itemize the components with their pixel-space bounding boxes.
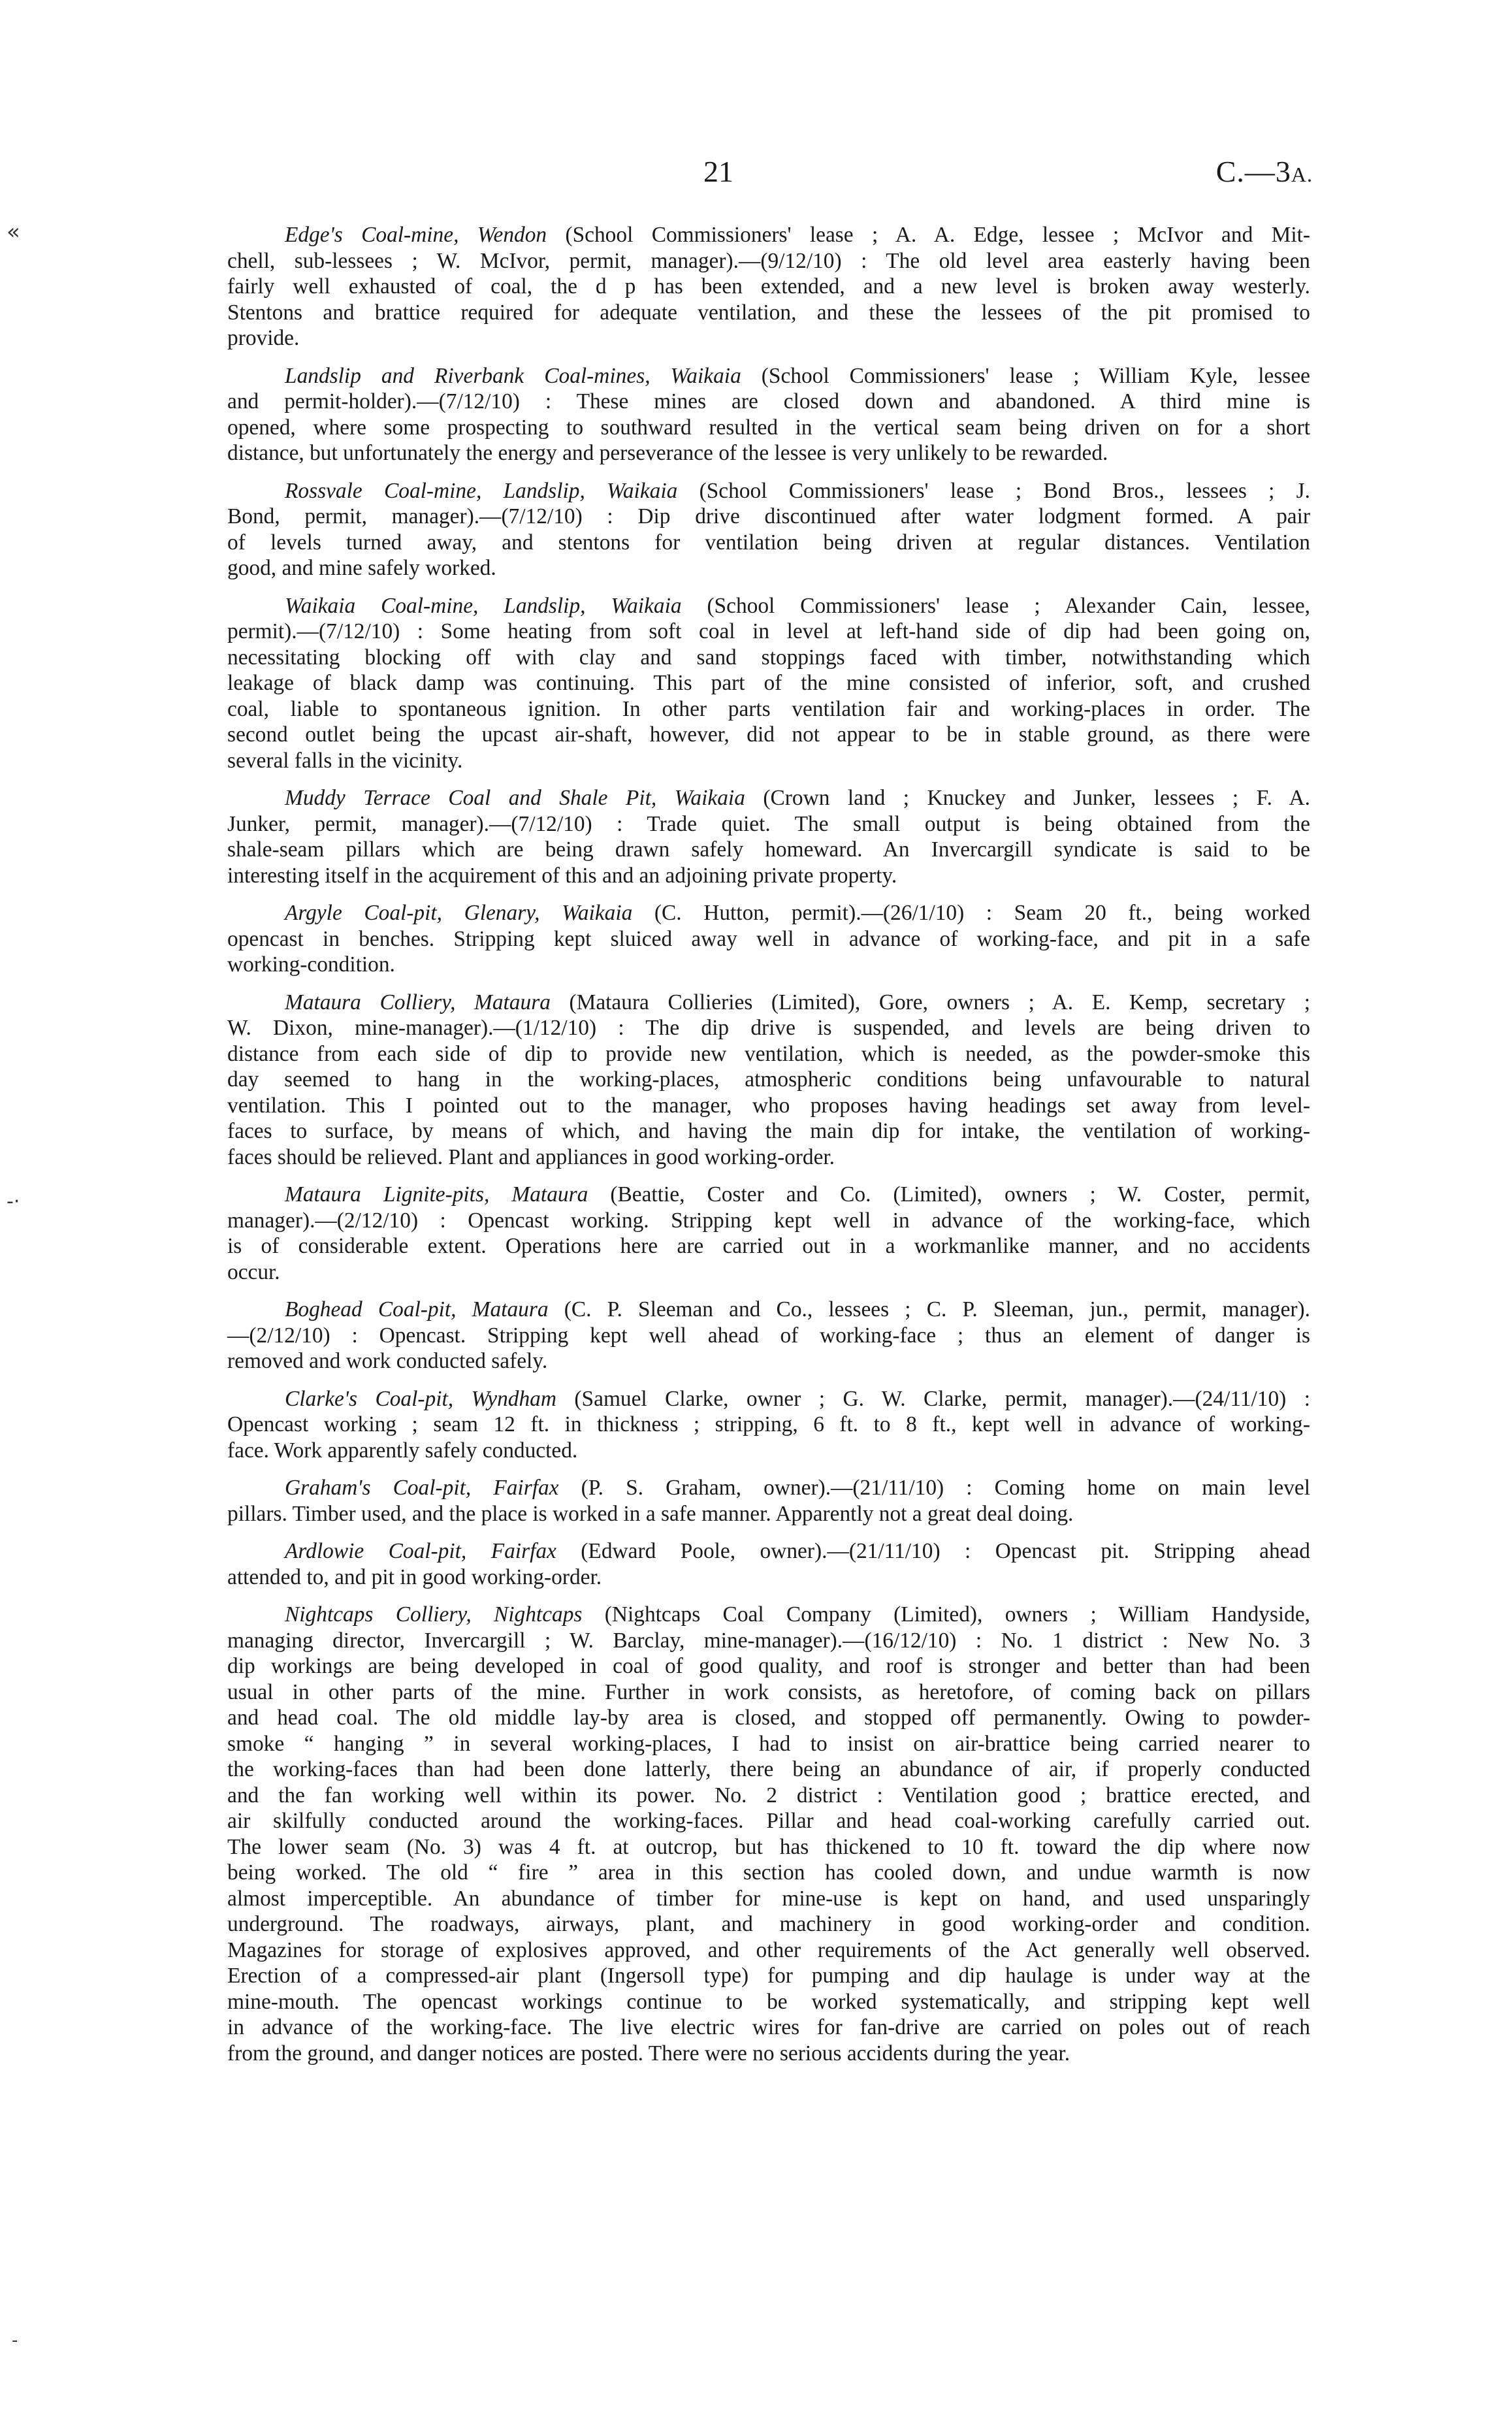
entry-line (227, 1628, 1310, 1654)
entry-line (227, 1911, 1310, 1937)
entry-line (227, 1757, 1310, 1783)
entry-text: Opencast working ; seam 12 ft. in thickness ; stripping, 6 ft. to 8 ft., kept well in advance of working- (227, 1412, 1310, 1436)
entry-text: distance, but unfortunately the energy and perseverance of the lessee is very unlikely to be rewarded. (227, 441, 1108, 465)
entry-line (227, 1834, 1310, 1860)
entry-text: (C. P. Sleeman and Co., lessees ; C. P. Sleeman, jun., permit, manager). (548, 1297, 1310, 1321)
entry-text: working-condition. (227, 952, 395, 977)
entry-text: almost imperceptible. An abundance of timber for mine-use is kept on hand, and used unsparingly (227, 1886, 1310, 1911)
entry-text: pillars. Timber used, and the place is worked in a safe manner. Apparently not a great deal doing. (227, 1501, 1074, 1526)
margin-mark-bottom: - (12, 2331, 18, 2350)
mine-name-title: Landslip and Riverbank Coal-mines, Waikaia (285, 363, 741, 388)
entry-text: second outlet being the upcast air-shaft, however, did not appear to be in stable ground, as there were (227, 722, 1310, 747)
entry-text: (School Commissioners' lease ; Bond Bros., lessees ; J. (677, 478, 1310, 503)
entry-text: dip workings are being developed in coal of good quality, and roof is stronger and better than had been (227, 1654, 1310, 1678)
entry-text: (Beattie, Coster and Co. (Limited), owners ; W. Coster, permit, (588, 1182, 1310, 1207)
entry-line (227, 696, 1310, 722)
entry-text: from the ground, and danger notices are posted. There were no serious accidents during the year. (227, 2041, 1070, 2066)
entry-line (227, 1653, 1310, 1679)
entry-line (227, 415, 1310, 441)
entry-line (227, 248, 1310, 274)
report-body (227, 222, 1310, 2078)
entry-text: good, and mine safely worked. (227, 556, 496, 580)
entry-first-line (227, 1297, 1310, 1323)
entry-line (227, 1963, 1310, 1989)
entry-line (227, 530, 1310, 556)
entry-line (227, 1564, 1310, 1591)
entry-line (227, 1705, 1310, 1731)
entry-line (227, 1501, 1310, 1527)
entry-text: in advance of the working-face. The live electric wires for fan-drive are carried on poles out of reach (227, 2015, 1310, 2039)
entry-line (227, 1208, 1310, 1234)
mine-report-entry (227, 900, 1310, 978)
entry-text: (Crown land ; Knuckey and Junker, lessees ; F. A. (745, 786, 1310, 810)
entry-first-line (227, 1602, 1310, 1628)
entry-text: and permit-holder).—(7/12/10) : These mines are closed down and abandoned. A third mine is (227, 389, 1310, 413)
entry-line (227, 837, 1310, 863)
document-reference (1208, 157, 1313, 187)
entry-text: managing director, Invercargill ; W. Barclay, mine-manager).—(16/12/10) : No. 1 district : New No. 3 (227, 1628, 1310, 1653)
entry-text: (C. Hutton, permit).—(26/1/10) : Seam 20 ft., being worked (632, 901, 1310, 925)
mine-report-entry (227, 222, 1310, 351)
entry-line (227, 1886, 1310, 1912)
mine-name-title: Waikaia Coal-mine, Landslip, Waikaia (285, 593, 682, 618)
mine-report-entry (227, 1297, 1310, 1374)
entry-line (227, 1860, 1310, 1886)
entry-line (227, 1041, 1310, 1067)
entry-text: W. Dixon, mine-manager).—(1/12/10) : The dip drive is suspended, and levels are being driven to (227, 1016, 1310, 1040)
entry-text: opened, where some prospecting to southward resulted in the vertical seam being driven on for a short (227, 415, 1310, 440)
entry-text: (School Commissioners' lease ; A. A. Edge, lessee ; McIvor and Mit- (547, 223, 1310, 247)
entry-line (227, 722, 1310, 748)
entry-text: fairly well exhausted of coal, the d p has been extended, and a new level is broken away westerly. (227, 274, 1310, 299)
margin-mark-top: « (7, 219, 20, 245)
entry-text: Stentons and brattice required for adequate ventilation, and these the lessees of the pit promised to (227, 300, 1310, 325)
entry-text: several falls in the vicinity. (227, 748, 463, 773)
mine-report-entry (227, 785, 1310, 888)
entry-text: is of considerable extent. Operations here are carried out in a workmanlike manner, and no accidents (227, 1234, 1310, 1258)
entry-text: (Nightcaps Coal Company (Limited), owners ; William Handyside, (582, 1602, 1310, 1627)
mine-name-title: Edge's Coal-mine, Wendon (285, 223, 547, 247)
entry-text: smoke “ hanging ” in several working-places, I had to insist on air-brattice being carried nearer to (227, 1731, 1310, 1756)
entry-first-line (227, 1386, 1310, 1412)
entry-first-line (227, 363, 1310, 389)
mine-report-entry (227, 363, 1310, 466)
entry-line (227, 1233, 1310, 1259)
entry-line (227, 645, 1310, 671)
entry-text: and head coal. The old middle lay-by area is closed, and stopped off permanently. Owing to powder- (227, 1706, 1310, 1730)
entry-text: The lower seam (No. 3) was 4 ft. at outcrop, but has thickened to 10 ft. toward the dip where now (227, 1834, 1310, 1859)
entry-text: Bond, permit, manager).—(7/12/10) : Dip drive discontinued after water lodgment formed. A pair (227, 504, 1310, 528)
entry-line (227, 1783, 1310, 1809)
mine-name-title: Clarke's Coal-pit, Wyndham (285, 1386, 556, 1411)
entry-line (227, 325, 1310, 351)
entry-text: (P. S. Graham, owner).—(21/11/10) : Coming home on main level (558, 1476, 1310, 1500)
mine-name-title: Nightcaps Colliery, Nightcaps (285, 1602, 583, 1627)
entry-text: distance from each side of dip to provide new ventilation, which is needed, as the powder-smoke this (227, 1041, 1310, 1066)
margin-mark-middle: -· (7, 1190, 20, 1213)
entry-text: chell, sub-lessees ; W. McIvor, permit, manager).—(9/12/10) : The old level area easterly having been (227, 248, 1310, 273)
entry-text: faces should be relieved. Plant and appliances in good working-order. (227, 1144, 835, 1169)
entry-line (227, 1989, 1310, 2015)
entry-line (227, 1067, 1310, 1093)
document-reference-main: C.—3 (1215, 155, 1291, 188)
entry-line (227, 555, 1310, 581)
mine-report-entry (227, 1538, 1310, 1590)
entry-text: and the fan working well within its power. No. 2 district : Ventilation good ; brattice erected, and (227, 1783, 1310, 1807)
entry-text: day seemed to hang in the working-places, atmospheric conditions being unfavourable to natural (227, 1067, 1310, 1092)
entry-text: face. Work apparently safely conducted. (227, 1438, 578, 1463)
entry-line (227, 670, 1310, 696)
entry-text: occur. (227, 1259, 280, 1284)
mine-name-title: Graham's Coal-pit, Fairfax (285, 1476, 559, 1500)
entry-line (227, 748, 1310, 774)
entry-text: shale-seam pillars which are being drawn safely homeward. An Invercargill syndicate is said to be (227, 837, 1310, 862)
mine-report-entry (227, 1182, 1310, 1285)
entry-first-line (227, 593, 1310, 619)
entry-line (227, 1259, 1310, 1286)
mine-report-entry (227, 1602, 1310, 2066)
mine-report-entry (227, 1475, 1310, 1527)
entry-text: (Edward Poole, owner).—(21/11/10) : Opencast pit. Stripping ahead (556, 1539, 1310, 1563)
page-number: 21 (703, 155, 733, 188)
entry-line (227, 300, 1310, 326)
entry-first-line (227, 785, 1310, 811)
entry-text: Erection of a compressed-air plant (Ingersoll type) for pumping and dip haulage is under way at the (227, 1964, 1310, 1988)
entry-line (227, 1015, 1310, 1041)
mine-name-title: Mataura Lignite-pits, Mataura (285, 1182, 588, 1207)
entry-line (227, 1937, 1310, 1964)
entry-text: permit).—(7/12/10) : Some heating from soft coal in level at left-hand side of dip had been going on, (227, 619, 1310, 643)
document-reference-suffix: A. (1291, 163, 1313, 186)
entry-text: air skilfully conducted around the working-faces. Pillar and head coal-working carefully carried out. (227, 1809, 1310, 1833)
entry-text: interesting itself in the acquirement of this and an adjoining private property. (227, 863, 897, 888)
entry-text: opencast in benches. Stripping kept sluiced away well in advance of working-face, and pit in a safe (227, 926, 1310, 951)
mine-name-title: Rossvale Coal-mine, Landslip, Waikaia (285, 478, 678, 503)
entry-line (227, 1118, 1310, 1144)
entry-first-line (227, 990, 1310, 1016)
entry-first-line (227, 1538, 1310, 1564)
entry-first-line (227, 1475, 1310, 1501)
entry-line (227, 274, 1310, 300)
mine-report-entry (227, 478, 1310, 581)
entry-first-line (227, 222, 1310, 248)
entry-text: necessitating blocking off with clay and sand stoppings faced with timber, notwithstanding which (227, 645, 1310, 670)
entry-line (227, 1348, 1310, 1374)
entry-text: removed and work conducted safely. (227, 1349, 548, 1373)
entry-first-line (227, 1182, 1310, 1208)
entry-text: usual in other parts of the mine. Further in work consists, as heretofore, of coming back on pillars (227, 1679, 1310, 1704)
entry-text: (Mataura Collieries (Limited), Gore, owners ; A. E. Kemp, secretary ; (550, 990, 1310, 1014)
entry-text: (Samuel Clarke, owner ; G. W. Clarke, permit, manager).—(24/11/10) : (556, 1386, 1310, 1411)
entry-line (227, 440, 1310, 466)
mine-report-entry (227, 593, 1310, 774)
entry-text: Junker, permit, manager).—(7/12/10) : Trade quiet. The small output is being obtained from the (227, 811, 1310, 836)
entry-text: manager).—(2/12/10) : Opencast working. Stripping kept well in advance of the working-face, which (227, 1208, 1310, 1233)
entry-text: (School Commissioners' lease ; William Kyle, lessee (741, 363, 1310, 388)
mine-name-title: Mataura Colliery, Mataura (285, 990, 551, 1014)
mine-name-title: Boghead Coal-pit, Mataura (285, 1297, 549, 1321)
entry-line (227, 952, 1310, 978)
entry-line (227, 1731, 1310, 1757)
entry-text: —(2/12/10) : Opencast. Stripping kept well ahead of working-face ; thus an element of danger is (227, 1323, 1310, 1348)
entry-text: coal, liable to spontaneous ignition. In other parts ventilation fair and working-places in order. The (227, 696, 1310, 721)
entry-text: attended to, and pit in good working-order. (227, 1564, 602, 1589)
entry-line (227, 619, 1310, 645)
entry-line (227, 1323, 1310, 1349)
entry-text: mine-mouth. The opencast workings continue to be worked systematically, and stripping kept well (227, 1989, 1310, 2014)
entry-line (227, 389, 1310, 415)
entry-line (227, 2041, 1310, 2067)
mine-name-title: Muddy Terrace Coal and Shale Pit, Waikaia (285, 786, 745, 810)
entry-text: provide. (227, 326, 300, 350)
entry-text: ventilation. This I pointed out to the manager, who proposes having headings set away from level- (227, 1093, 1310, 1118)
entry-line (227, 2015, 1310, 2041)
entry-text: of levels turned away, and stentons for ventilation being driven at regular distances. Ventilation (227, 530, 1310, 555)
entry-line (227, 1412, 1310, 1438)
entry-text: (School Commissioners' lease ; Alexander Cain, lessee, (681, 593, 1310, 618)
entry-text: faces to surface, by means of which, and having the main dip for intake, the ventilation of working- (227, 1119, 1310, 1143)
mine-report-entry (227, 990, 1310, 1171)
entry-text: the working-faces than had been done latterly, there being an abundance of air, if properly conducted (227, 1757, 1310, 1781)
entry-line (227, 1808, 1310, 1834)
entry-line (227, 504, 1310, 530)
mine-name-title: Ardlowie Coal-pit, Fairfax (285, 1539, 556, 1563)
entry-line (227, 1438, 1310, 1464)
entry-line (227, 1679, 1310, 1706)
mine-report-entry (227, 1386, 1310, 1464)
entry-text: leakage of black damp was continuing. This part of the mine consisted of inferior, soft, and crushed (227, 671, 1310, 695)
entry-text: Magazines for storage of explosives approved, and other requirements of the Act generally well observed. (227, 1937, 1310, 1962)
entry-text: being worked. The old “ fire ” area in this section has cooled down, and undue warmth is now (227, 1860, 1310, 1885)
entry-text: underground. The roadways, airways, plant, and machinery in good working-order and condition. (227, 1912, 1310, 1936)
entry-line (227, 926, 1310, 952)
entry-first-line (227, 900, 1310, 926)
entry-line (227, 1093, 1310, 1119)
entry-line (227, 1144, 1310, 1171)
mine-name-title: Argyle Coal-pit, Glenary, Waikaia (285, 901, 633, 925)
entry-first-line (227, 478, 1310, 504)
entry-line (227, 811, 1310, 837)
entry-line (227, 863, 1310, 889)
